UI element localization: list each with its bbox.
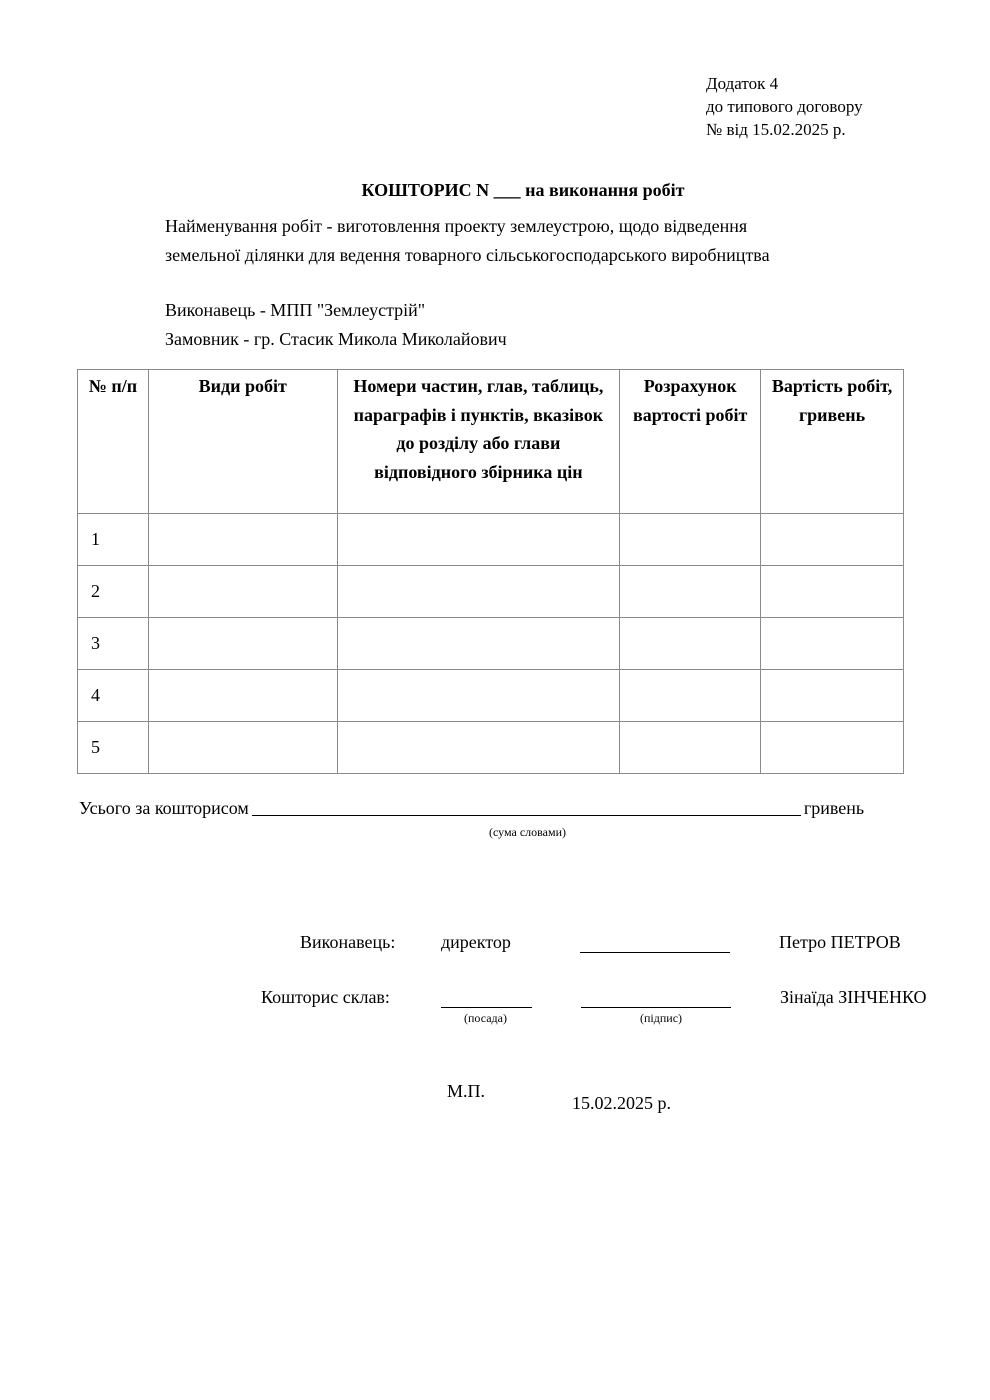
parties-block (165, 296, 507, 354)
table-row (78, 514, 904, 566)
cell-calc (620, 670, 761, 722)
cell-refs (337, 514, 620, 566)
cell-works (148, 514, 337, 566)
document-date: 15.02.2025 р. (572, 1093, 671, 1113)
header-works: Види робіт (148, 370, 337, 514)
row-number: 5 (78, 722, 149, 774)
compiler-position-line (441, 1006, 532, 1008)
signature-hint: (підпис) (640, 1011, 683, 1025)
executor-position: директор (441, 932, 511, 952)
executor-label: Виконавець: (300, 932, 396, 952)
executor-name: Петро ПЕТРОВ (779, 932, 901, 952)
cell-refs (337, 670, 620, 722)
cell-cost (761, 670, 904, 722)
cell-calc (620, 722, 761, 774)
cell-calc (620, 618, 761, 670)
compiler-label: Кошторис склав: (261, 987, 390, 1007)
cell-refs (337, 722, 620, 774)
row-number: 3 (78, 618, 149, 670)
annex-line-3: № від 15.02.2025 р. (706, 120, 846, 139)
compiler-name: Зінаїда ЗІНЧЕНКО (780, 987, 927, 1007)
stamp-place: М.П. (447, 1081, 486, 1101)
cell-calc (620, 514, 761, 566)
cell-calc (620, 566, 761, 618)
cell-cost (761, 722, 904, 774)
cell-cost (761, 514, 904, 566)
annex-block (706, 72, 863, 141)
annex-line-2: до типового договору (706, 97, 863, 116)
document-title: КОШТОРИС N ___ на виконання робіт (361, 180, 685, 200)
total-label: Усього за кошторисом (79, 798, 249, 818)
work-description-line-1: Найменування робіт - виготовлення проекту землеустрою, щодо відведення (165, 216, 748, 236)
cell-works (148, 670, 337, 722)
header-num: № п/п (78, 370, 149, 514)
estimate-table (77, 369, 904, 774)
cell-works (148, 722, 337, 774)
table-row (78, 722, 904, 774)
header-calc: Розрахунок вартості робіт (620, 370, 761, 514)
header-refs: Номери частин, глав, таблиць, параграфів і пунктів, вказівок до розділу або глави відповідного збірника цін (337, 370, 620, 514)
work-description (165, 212, 770, 270)
row-number: 4 (78, 670, 149, 722)
cell-cost (761, 566, 904, 618)
table-row (78, 618, 904, 670)
header-cost: Вартість робіт, гривень (761, 370, 904, 514)
work-description-line-2: земельної ділянки для ведення товарного сільськогосподарського виробництва (165, 245, 770, 265)
total-hint: (сума словами) (489, 825, 567, 839)
total-currency: гривень (803, 798, 865, 818)
cell-cost (761, 618, 904, 670)
position-hint: (посада) (464, 1011, 507, 1025)
annex-line-1: Додаток 4 (706, 74, 779, 93)
total-amount-blank (252, 797, 801, 816)
table-row (78, 670, 904, 722)
executor-signature-line (580, 951, 730, 953)
table-row (78, 566, 904, 618)
cell-works (148, 618, 337, 670)
customer-line: Замовник - гр. Стасик Микола Миколайович (165, 329, 507, 349)
row-number: 1 (78, 514, 149, 566)
compiler-signature-line (581, 1006, 731, 1008)
total-line (79, 797, 864, 819)
executor-line: Виконавець - МПП "Землеустрій" (165, 300, 426, 320)
row-number: 2 (78, 566, 149, 618)
cell-works (148, 566, 337, 618)
cell-refs (337, 566, 620, 618)
cell-refs (337, 618, 620, 670)
table-header-row (78, 370, 904, 514)
